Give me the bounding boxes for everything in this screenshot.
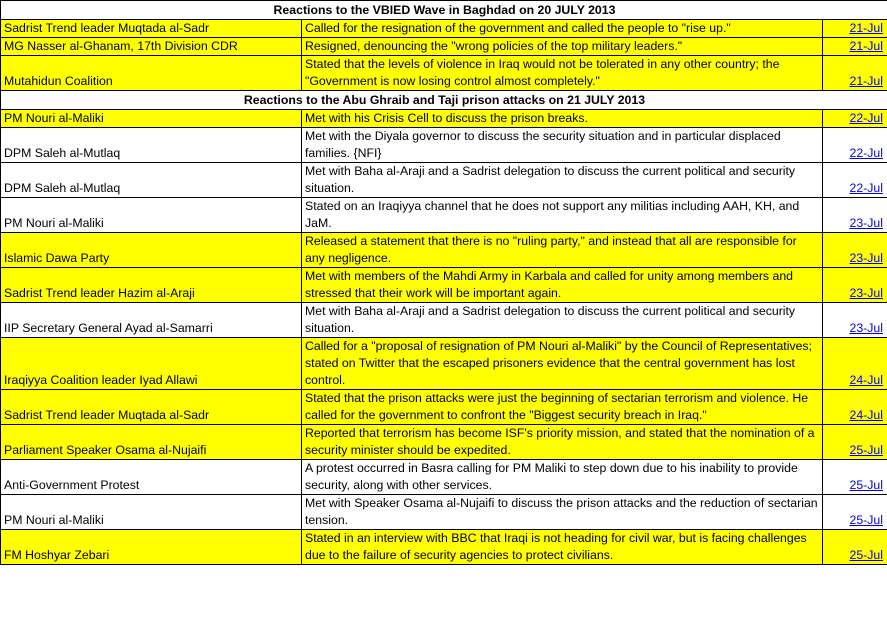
statement-cell: Resigned, denouncing the "wrong policies of the top military leaders." — [302, 38, 823, 56]
section-header-row — [1, 1, 887, 20]
date-link[interactable]: 23-Jul — [849, 286, 883, 300]
date-cell — [823, 233, 887, 268]
table-row — [1, 303, 887, 338]
date-cell — [823, 495, 887, 530]
table-row — [1, 56, 887, 91]
statement-cell: Met with Baha al-Araji and a Sadrist delegation to discuss the current political and security situation. — [302, 163, 823, 198]
actor-cell: IIP Secretary General Ayad al-Samarri — [1, 303, 302, 338]
actor-cell: DPM Saleh al-Mutlaq — [1, 163, 302, 198]
date-link[interactable]: 21-Jul — [849, 39, 883, 53]
table-row — [1, 110, 887, 128]
actor-cell: Sadrist Trend leader Muqtada al-Sadr — [1, 390, 302, 425]
actor-cell: MG Nasser al-Ghanam, 17th Division CDR — [1, 38, 302, 56]
actor-cell: Mutahidun Coalition — [1, 56, 302, 91]
date-link[interactable]: 25-Jul — [849, 443, 883, 457]
statement-cell: Called for a "proposal of resignation of PM Nouri al-Maliki" by the Council of Representatives; stated on Twitter that the escaped prisoners evidence that the central government has lost control. — [302, 338, 823, 390]
statement-cell: Reported that terrorism has become ISF's priority mission, and stated that the nomination of a security minister should be expedited. — [302, 425, 823, 460]
statement-cell: A protest occurred in Basra calling for PM Maliki to step down due to his inability to provide security, along with other services. — [302, 460, 823, 495]
date-cell — [823, 128, 887, 163]
actor-cell: Anti-Government Protest — [1, 460, 302, 495]
actor-cell: Iraqiyya Coalition leader Iyad Allawi — [1, 338, 302, 390]
statement-cell: Met with the Diyala governor to discuss the security situation and in particular displaced families. {NFI} — [302, 128, 823, 163]
date-cell — [823, 338, 887, 390]
table-row — [1, 198, 887, 233]
table-row — [1, 20, 887, 38]
statement-cell: Stated in an interview with BBC that Iraqi is not heading for civil war, but is facing challenges due to the failure of security agencies to protect civilians. — [302, 530, 823, 565]
actor-cell: PM Nouri al-Maliki — [1, 495, 302, 530]
date-link[interactable]: 22-Jul — [849, 181, 883, 195]
statement-cell: Called for the resignation of the government and called the people to "rise up." — [302, 20, 823, 38]
date-link[interactable]: 24-Jul — [849, 408, 883, 422]
date-cell — [823, 303, 887, 338]
date-cell — [823, 268, 887, 303]
table-row — [1, 460, 887, 495]
actor-cell: Sadrist Trend leader Hazim al-Araji — [1, 268, 302, 303]
date-cell — [823, 460, 887, 495]
reactions-table-body — [1, 1, 887, 565]
actor-cell: PM Nouri al-Maliki — [1, 110, 302, 128]
date-link[interactable]: 22-Jul — [849, 111, 883, 125]
actor-cell: Parliament Speaker Osama al-Nujaifi — [1, 425, 302, 460]
table-row — [1, 530, 887, 565]
actor-cell: FM Hoshyar Zebari — [1, 530, 302, 565]
statement-cell: Met with Baha al-Araji and a Sadrist delegation to discuss the current political and security situation. — [302, 303, 823, 338]
date-cell — [823, 20, 887, 38]
table-row — [1, 425, 887, 460]
date-link[interactable]: 23-Jul — [849, 251, 883, 265]
actor-cell: Islamic Dawa Party — [1, 233, 302, 268]
statement-cell: Met with his Crisis Cell to discuss the prison breaks. — [302, 110, 823, 128]
table-row — [1, 390, 887, 425]
date-link[interactable]: 21-Jul — [849, 21, 883, 35]
date-link[interactable]: 25-Jul — [849, 513, 883, 527]
table-row — [1, 128, 887, 163]
date-link[interactable]: 21-Jul — [849, 74, 883, 88]
table-row — [1, 495, 887, 530]
statement-cell: Stated that the levels of violence in Iraq would not be tolerated in any other country; the "Government is now losing control almost completely." — [302, 56, 823, 91]
date-cell — [823, 110, 887, 128]
statement-cell: Stated on an Iraqiyya channel that he does not support any militias including AAH, KH, and JaM. — [302, 198, 823, 233]
table-row — [1, 268, 887, 303]
table-row — [1, 233, 887, 268]
date-cell — [823, 198, 887, 233]
date-cell — [823, 530, 887, 565]
table-row — [1, 338, 887, 390]
date-cell — [823, 163, 887, 198]
date-cell — [823, 38, 887, 56]
statement-cell: Stated that the prison attacks were just the beginning of sectarian terrorism and violence. He called for the government to confront the "Biggest security breach in Iraq." — [302, 390, 823, 425]
date-link[interactable]: 23-Jul — [849, 321, 883, 335]
date-link[interactable]: 24-Jul — [849, 373, 883, 387]
table-row — [1, 38, 887, 56]
date-link[interactable]: 22-Jul — [849, 146, 883, 160]
date-cell — [823, 425, 887, 460]
actor-cell: PM Nouri al-Maliki — [1, 198, 302, 233]
table-row — [1, 163, 887, 198]
statement-cell: Released a statement that there is no "ruling party," and instead that all are responsible for any negligence. — [302, 233, 823, 268]
date-link[interactable]: 23-Jul — [849, 216, 883, 230]
actor-cell: DPM Saleh al-Mutlaq — [1, 128, 302, 163]
section-title: Reactions to the Abu Ghraib and Taji prison attacks on 21 JULY 2013 — [1, 91, 887, 110]
statement-cell: Met with members of the Mahdi Army in Karbala and called for unity among members and stressed that their work will be important again. — [302, 268, 823, 303]
date-link[interactable]: 25-Jul — [849, 478, 883, 492]
date-cell — [823, 390, 887, 425]
date-cell — [823, 56, 887, 91]
section-title: Reactions to the VBIED Wave in Baghdad on 20 JULY 2013 — [1, 1, 887, 20]
section-header-row — [1, 91, 887, 110]
date-link[interactable]: 25-Jul — [849, 548, 883, 562]
statement-cell: Met with Speaker Osama al-Nujaifi to discuss the prison attacks and the reduction of sectarian tension. — [302, 495, 823, 530]
actor-cell: Sadrist Trend leader Muqtada al-Sadr — [1, 20, 302, 38]
